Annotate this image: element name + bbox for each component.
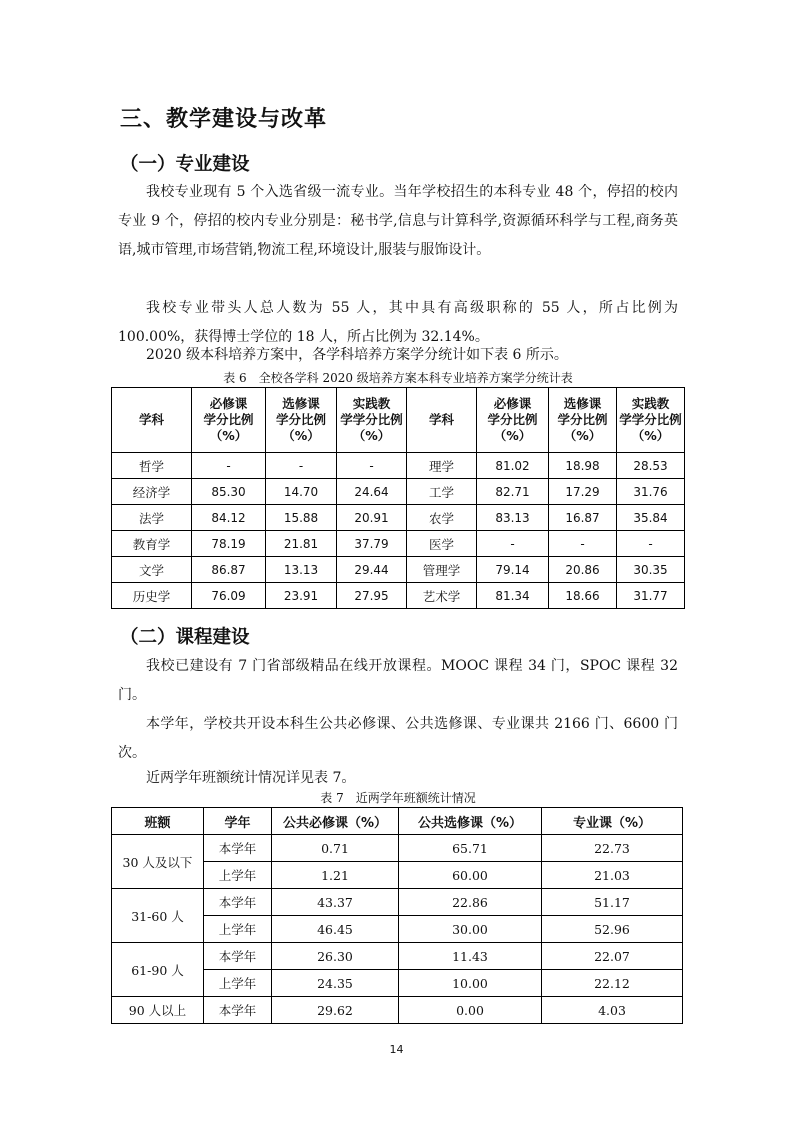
table6-value-cell: 76.09: [192, 583, 266, 609]
table6-discipline-cell: 医学: [407, 531, 477, 557]
section-title: 三、教学建设与改革: [120, 107, 328, 132]
table6-header-cell: 实践教 学学分比例 （%）: [617, 388, 685, 453]
table-row: [112, 505, 685, 531]
table-row: [112, 479, 685, 505]
table7-year-cell: 本学年: [204, 889, 272, 916]
table6-value-cell: 83.13: [477, 505, 549, 531]
table6-value-cell: 29.44: [337, 557, 407, 583]
table7-value-cell: 26.30: [272, 943, 399, 970]
table6-header-cell: 必修课 学分比例 （%）: [477, 388, 549, 453]
table6-caption: 表 6 全校各学科 2020 级培养方案本科专业培养方案学分统计表: [223, 371, 573, 385]
table6-value-cell: 20.86: [549, 557, 617, 583]
table6-value-cell: 27.95: [337, 583, 407, 609]
table6-discipline-cell: 经济学: [112, 479, 192, 505]
table6-header-cell: 学科: [112, 388, 192, 453]
table6-body: [112, 453, 685, 609]
subsection-heading-courses: （二）课程建设: [120, 627, 250, 648]
table-row: [112, 889, 683, 916]
table7-class-size-cell: 90 人以上: [112, 997, 204, 1024]
table7-value-cell: 22.07: [542, 943, 683, 970]
table7-class-size-cell: 30 人及以下: [112, 835, 204, 889]
table-row: [112, 531, 685, 557]
table6-value-cell: 20.91: [337, 505, 407, 531]
table7-year-cell: 上学年: [204, 916, 272, 943]
table7-value-cell: 0.00: [399, 997, 542, 1024]
table7-header-cell: 公共必修课（%）: [272, 808, 399, 835]
table6-value-cell: 13.13: [266, 557, 337, 583]
table6-discipline-cell: 法学: [112, 505, 192, 531]
table6-value-cell: 31.77: [617, 583, 685, 609]
table6-value-cell: 81.02: [477, 453, 549, 479]
table6-value-cell: 37.79: [337, 531, 407, 557]
table6-value-cell: 79.14: [477, 557, 549, 583]
table6-discipline-cell: 管理学: [407, 557, 477, 583]
paragraph-major-overview: 我校专业现有 5 个入选省级一流专业。当年学校招生的本科专业 48 个，停招的校内专业 9 个，停招的校内专业分别是：秘书学,信息与计算科学,资源循环科学与工程,商务英语,城市管理,市场营销,物流工程,环境设计,服装与服饰设计。: [118, 184, 678, 258]
page-number: 14: [389, 1043, 404, 1056]
table7-header-row: [112, 808, 683, 835]
table6-value-cell: -: [549, 531, 617, 557]
paragraph-table6-intro: 2020 级本科培养方案中，各学科培养方案学分统计如下表 6 所示。: [146, 347, 568, 363]
table7-year-cell: 上学年: [204, 970, 272, 997]
table6-value-cell: 14.70: [266, 479, 337, 505]
table6-value-cell: -: [266, 453, 337, 479]
table6-value-cell: 81.34: [477, 583, 549, 609]
table7-year-cell: 本学年: [204, 943, 272, 970]
table6-value-cell: 16.87: [549, 505, 617, 531]
table6-value-cell: -: [477, 531, 549, 557]
table-row: [112, 835, 683, 862]
table6-header-cell: 必修课 学分比例 （%）: [192, 388, 266, 453]
table6-value-cell: 31.76: [617, 479, 685, 505]
table7-header-cell: 学年: [204, 808, 272, 835]
table6-value-cell: 85.30: [192, 479, 266, 505]
table-row: [112, 583, 685, 609]
table6-discipline-cell: 艺术学: [407, 583, 477, 609]
table6-discipline-cell: 哲学: [112, 453, 192, 479]
table6-discipline-cell: 历史学: [112, 583, 192, 609]
table6-value-cell: 15.88: [266, 505, 337, 531]
table6-value-cell: 18.98: [549, 453, 617, 479]
paragraph-table7-intro: 近两学年班额统计情况详见表 7。: [146, 770, 356, 786]
subsection-heading-major: （一）专业建设: [120, 154, 250, 175]
table6-credit-ratio: [111, 387, 685, 609]
table-row: [112, 453, 685, 479]
table6-value-cell: -: [192, 453, 266, 479]
table-row: [112, 943, 683, 970]
table6-discipline-cell: 文学: [112, 557, 192, 583]
table-row: [112, 997, 683, 1024]
table7-value-cell: 1.21: [272, 862, 399, 889]
table7-value-cell: 22.86: [399, 889, 542, 916]
table-row: [112, 557, 685, 583]
table7-value-cell: 24.35: [272, 970, 399, 997]
table6-header-cell: 选修课 学分比例 （%）: [549, 388, 617, 453]
table6-value-cell: 86.87: [192, 557, 266, 583]
table7-value-cell: 30.00: [399, 916, 542, 943]
table7-class-size-cell: 61-90 人: [112, 943, 204, 997]
table7-body: [112, 835, 683, 1024]
table7-value-cell: 22.73: [542, 835, 683, 862]
table7-value-cell: 51.17: [542, 889, 683, 916]
paragraph-course-overview: 我校已建设有 7 门省部级精品在线开放课程。MOOC 课程 34 门，SPOC 课程 32 门。: [118, 658, 678, 703]
table7-value-cell: 21.03: [542, 862, 683, 889]
table6-value-cell: 24.64: [337, 479, 407, 505]
table6-value-cell: 82.71: [477, 479, 549, 505]
table6-discipline-cell: 教育学: [112, 531, 192, 557]
table6-value-cell: 28.53: [617, 453, 685, 479]
table6-value-cell: -: [337, 453, 407, 479]
table7-caption: 表 7 近两学年班额统计情况: [320, 791, 476, 805]
table6-value-cell: 18.66: [549, 583, 617, 609]
table6-discipline-cell: 理学: [407, 453, 477, 479]
table7-value-cell: 4.03: [542, 997, 683, 1024]
table7-header-cell: 班额: [112, 808, 204, 835]
table6-value-cell: 21.81: [266, 531, 337, 557]
table7-header-cell: 公共选修课（%）: [399, 808, 542, 835]
table6-discipline-cell: 农学: [407, 505, 477, 531]
table7-value-cell: 22.12: [542, 970, 683, 997]
table6-header-cell: 实践教 学学分比例 （%）: [337, 388, 407, 453]
paragraph-course-count: 本学年，学校共开设本科生公共必修课、公共选修课、专业课共 2166 门、6600 门次。: [118, 716, 678, 761]
table6-header-cell: 学科: [407, 388, 477, 453]
table7-value-cell: 52.96: [542, 916, 683, 943]
table7-value-cell: 10.00: [399, 970, 542, 997]
table7-value-cell: 29.62: [272, 997, 399, 1024]
table7-value-cell: 46.45: [272, 916, 399, 943]
table7-value-cell: 0.71: [272, 835, 399, 862]
table6-value-cell: -: [617, 531, 685, 557]
table7-value-cell: 11.43: [399, 943, 542, 970]
paragraph-major-leaders: 我校专业带头人总人数为 55 人，其中具有高级职称的 55 人，所占比例为 100.00%，获得博士学位的 18 人，所占比例为 32.14%。: [118, 300, 678, 345]
table6-discipline-cell: 工学: [407, 479, 477, 505]
table7-class-size-cell: 31-60 人: [112, 889, 204, 943]
table7-value-cell: 60.00: [399, 862, 542, 889]
table7-year-cell: 本学年: [204, 835, 272, 862]
table6-value-cell: 35.84: [617, 505, 685, 531]
table6-value-cell: 30.35: [617, 557, 685, 583]
table7-year-cell: 本学年: [204, 997, 272, 1024]
table6-value-cell: 23.91: [266, 583, 337, 609]
table7-class-size: [111, 807, 683, 1024]
table7-year-cell: 上学年: [204, 862, 272, 889]
table7-header-cell: 专业课（%）: [542, 808, 683, 835]
table6-value-cell: 78.19: [192, 531, 266, 557]
table6-value-cell: 17.29: [549, 479, 617, 505]
table7-value-cell: 65.71: [399, 835, 542, 862]
table7-value-cell: 43.37: [272, 889, 399, 916]
table6-header-cell: 选修课 学分比例 （%）: [266, 388, 337, 453]
table6-header-row: [112, 388, 685, 453]
table6-value-cell: 84.12: [192, 505, 266, 531]
